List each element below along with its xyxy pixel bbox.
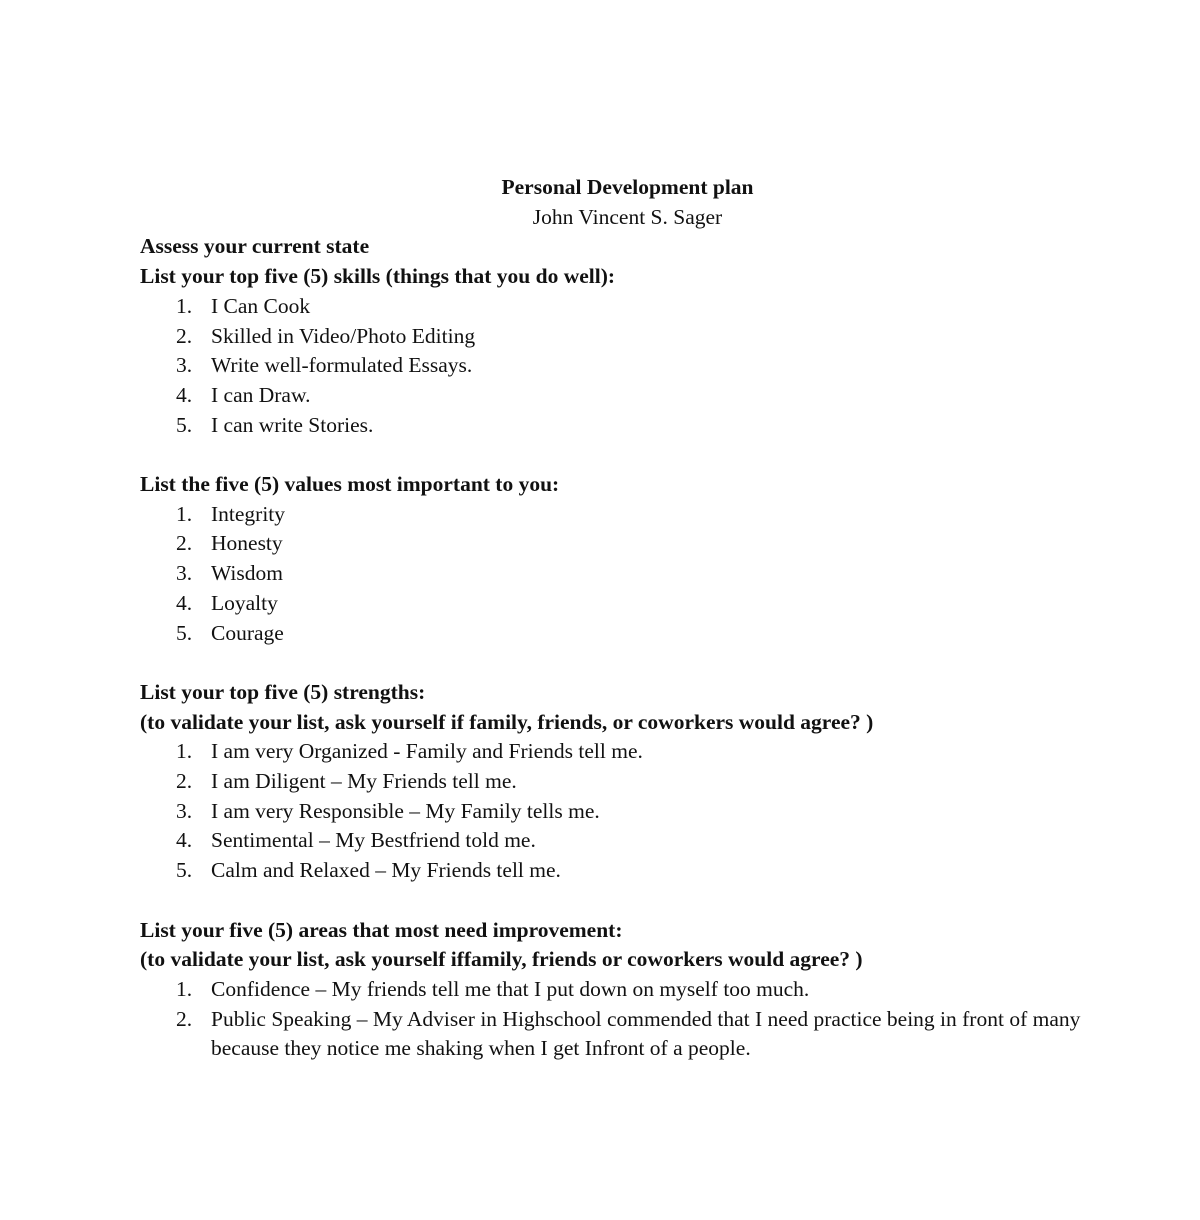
document-title: Personal Development plan [501, 175, 754, 199]
item-number: 1. [176, 293, 193, 318]
item-text: I am very Responsible – My Family tells me. [211, 798, 600, 823]
list-item [140, 411, 1115, 441]
item-number: 2. [176, 323, 193, 348]
item-number: 3. [176, 798, 193, 823]
item-number: 2. [176, 769, 193, 794]
list-item [140, 1005, 1115, 1064]
item-text: Wisdom [211, 561, 283, 586]
assess-heading: Assess your current state [140, 234, 370, 259]
item-number: 1. [176, 976, 193, 1001]
improvement-subheading: (to validate your list, ask yourself iffamily, friends or coworkers would agree? ) [140, 947, 863, 972]
item-number: 2. [176, 1006, 193, 1031]
item-text: Integrity [211, 501, 286, 526]
list-item [140, 292, 1115, 322]
item-text: Public Speaking – My Adviser in Highschool commended that I need practice being in front of many because they notice me shaking when I get Infront of a people. [211, 1006, 1081, 1061]
strengths-subheading: (to validate your list, ask yourself if family, friends, or coworkers would agree? ) [140, 709, 874, 734]
item-number: 5. [176, 620, 193, 645]
improvement-heading: List your five (5) areas that most need improvement: [140, 917, 623, 942]
list-item [140, 619, 1115, 649]
improvement-list [140, 975, 1115, 1064]
item-text: Sentimental – My Bestfriend told me. [211, 828, 536, 853]
list-item [140, 351, 1115, 381]
list-item [140, 500, 1115, 530]
item-text: Courage [211, 620, 284, 645]
spacer [140, 440, 1115, 470]
list-item [140, 797, 1115, 827]
item-text: Calm and Relaxed – My Friends tell me. [211, 858, 561, 883]
item-text: I am very Organized - Family and Friends tell me. [211, 739, 643, 764]
spacer [140, 886, 1115, 916]
item-number: 5. [176, 412, 193, 437]
item-text: I can write Stories. [211, 412, 374, 437]
values-list [140, 500, 1115, 649]
skills-heading: List your top five (5) skills (things that you do well): [140, 264, 616, 289]
item-text: Write well-formulated Essays. [211, 353, 473, 378]
item-number: 5. [176, 858, 193, 883]
list-item [140, 529, 1115, 559]
item-text: Honesty [211, 531, 283, 556]
document-page [140, 173, 1115, 1064]
item-number: 4. [176, 828, 193, 853]
item-number: 1. [176, 739, 193, 764]
strengths-heading: List your top five (5) strengths: [140, 679, 426, 704]
list-item [140, 826, 1115, 856]
list-item [140, 381, 1115, 411]
list-item [140, 975, 1115, 1005]
list-item [140, 322, 1115, 352]
item-text: Confidence – My friends tell me that I put down on myself too much. [211, 976, 810, 1001]
item-number: 4. [176, 590, 193, 615]
document-author: John Vincent S. Sager [532, 204, 723, 229]
skills-list [140, 292, 1115, 441]
item-text: I Can Cook [211, 293, 311, 318]
list-item [140, 589, 1115, 619]
list-item [140, 856, 1115, 886]
item-number: 1. [176, 501, 193, 526]
list-item [140, 737, 1115, 767]
item-text: Loyalty [211, 590, 278, 615]
item-number: 3. [176, 353, 193, 378]
strengths-list [140, 737, 1115, 886]
item-number: 4. [176, 382, 193, 407]
spacer [140, 648, 1115, 678]
item-text: I can Draw. [211, 382, 311, 407]
item-number: 2. [176, 531, 193, 556]
item-text: I am Diligent – My Friends tell me. [211, 769, 517, 794]
values-heading: List the five (5) values most important to you: [140, 472, 560, 497]
item-number: 3. [176, 561, 193, 586]
list-item [140, 767, 1115, 797]
list-item [140, 559, 1115, 589]
item-text: Skilled in Video/Photo Editing [211, 323, 476, 348]
